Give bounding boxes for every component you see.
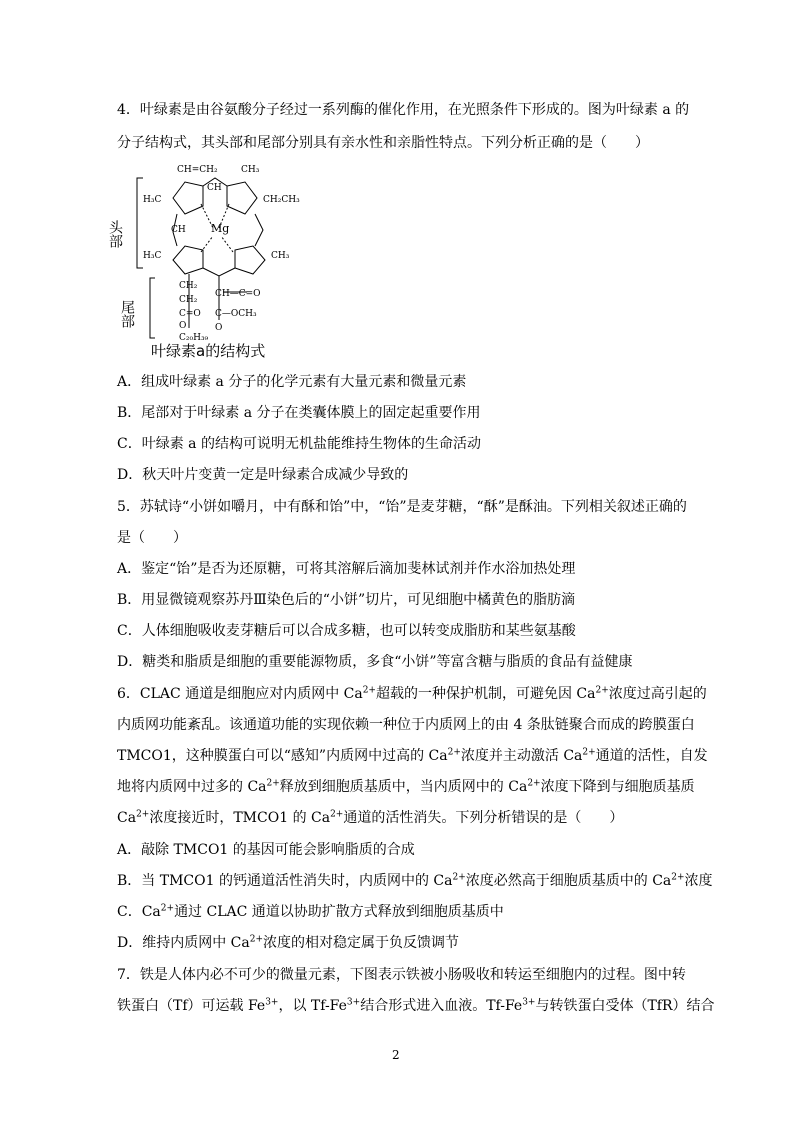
group-ch-co: CH—C=O <box>215 289 261 299</box>
group-ch-2: CH <box>171 225 186 235</box>
group-ch-1: CH <box>207 183 222 193</box>
group-ch2-1: CH₂ <box>179 281 198 291</box>
q7-stem-line1: 7．铁是人体内必不可少的微量元素，下图表示铁被小肠吸收和转运至细胞内的过程。图中转 <box>117 967 686 983</box>
q4-option-c: C．叶绿素 a 的结构可说明无机盐能维持生物体的生命活动 <box>117 436 481 452</box>
q4-option-d: D．秋天叶片变黄一定是叶绿素合成减少导致的 <box>117 467 409 483</box>
q6-option-a: A．敲除 TMCO1 的基因可能会影响脂质的合成 <box>117 842 415 858</box>
group-ethyl: CH₂CH₃ <box>263 195 300 205</box>
q6-stem-line2: 内质网功能紊乱。该通道功能的实现依赖一种位于内质网上的由 4 条肽链聚合而成的跨膜蛋白 <box>117 717 695 733</box>
q6-stem-line4: 地将内质网中过多的 $Ca^{2+}$释放到细胞质基质中，当内质网中的 $Ca^{2+}$浓度下降到与细胞质基质 <box>117 778 695 795</box>
q7-stem-line2: 铁蛋白（Tf）可运载 $Fe^{3+}$，以 $Tf-Fe^{3+}$结合形式进入血液。$Tf-Fe^{3+}$与转铁蛋白受体（TfR）结合 <box>117 997 715 1014</box>
q6-stem-line5: $Ca^{2+}$浓度接近时，TMCO1 的 $Ca^{2+}$通道的活性消失。下列分析错误的是（ ） <box>117 809 624 826</box>
group-co: C=O <box>179 309 201 319</box>
q6-option-b: B．当 TMCO1 的钙通道活性消失时，内质网中的 $Ca^{2+}$浓度必然高于细胞质基质中的 $Ca^{2+}$浓度 <box>117 872 713 889</box>
group-o-2: O <box>215 323 223 333</box>
q4-option-a: A．组成叶绿素 a 分子的化学元素有大量元素和微量元素 <box>117 374 467 390</box>
figure-caption: 叶绿素a的结构式 <box>151 342 266 360</box>
q6-stem-line1: 6．CLAC 通道是细胞应对内质网中 $Ca^{2+}$超载的一种保护机制，可避免因 $Ca^{2+}$浓度过高引起的 <box>117 685 707 702</box>
q4-stem-line1: 4．叶绿素是由谷氨酸分子经过一系列酶的催化作用，在光照条件下形成的。图为叶绿素 a 的 <box>117 102 690 118</box>
q5-option-a: A．鉴定“饴”是否为还原糖，可将其溶解后滴加斐林试剂并作水浴加热处理 <box>117 561 576 577</box>
group-o: O <box>179 321 187 331</box>
group-och3: C—OCH₃ <box>215 309 257 319</box>
chlorophyll-structure-figure <box>107 160 345 360</box>
q5-option-b: B．用显微镜观察苏丹Ⅲ染色后的“小饼”切片，可见细胞中橘黄色的脂肪滴 <box>117 592 576 608</box>
group-methyl-2: H₃C <box>143 195 162 205</box>
group-methyl-3: H₃C <box>143 251 162 261</box>
q5-stem-line2: 是（ ） <box>117 530 187 546</box>
group-ch2-2: CH₂ <box>179 295 198 305</box>
q5-option-d: D．糖类和脂质是细胞的重要能源物质，多食“小饼”等富含糖与脂质的食品有益健康 <box>117 654 633 670</box>
q4-stem-line2: 分子结构式，其头部和尾部分别具有亲水性和亲脂性特点。下列分析正确的是（ ） <box>117 135 649 151</box>
group-methyl-1: CH₃ <box>241 165 260 175</box>
group-methyl-4: CH₃ <box>271 251 290 261</box>
q6-option-d: D．维持内质网中 $Ca^{2+}$浓度的相对稳定属于负反馈调节 <box>117 934 460 951</box>
q5-option-c: C．人体细胞吸收麦芽糖后可以合成多糖，也可以转变成脂肪和某些氨基酸 <box>117 623 576 639</box>
chlorophyll-diagram <box>107 160 345 345</box>
magnesium-atom: Mg <box>211 222 230 235</box>
q6-stem-line3: TMCO1，这种膜蛋白可以“感知”内质网中过高的 $Ca^{2+}$浓度并主动激活 $Ca^{2+}$通道的活性，自发 <box>117 747 708 764</box>
tail-label: 尾部 <box>119 300 135 328</box>
q5-stem-line1: 5．苏轼诗“小饼如嚼月，中有酥和饴”中，“饴”是麦芽糖，“酥”是酥油。下列相关叙述正确的 <box>117 499 687 515</box>
q4-option-b: B．尾部对于叶绿素 a 分子在类囊体膜上的固定起重要作用 <box>117 405 481 421</box>
head-label: 头部 <box>107 220 123 248</box>
q6-option-c: C．$Ca^{2+}$通过 CLAC 通道以协助扩散方式释放到细胞质基质中 <box>117 903 504 920</box>
group-vinyl: CH=CH₂ <box>177 165 218 175</box>
group-phytyl: C₂₀H₃₉ <box>179 333 209 343</box>
page-number: 2 <box>392 1048 400 1062</box>
